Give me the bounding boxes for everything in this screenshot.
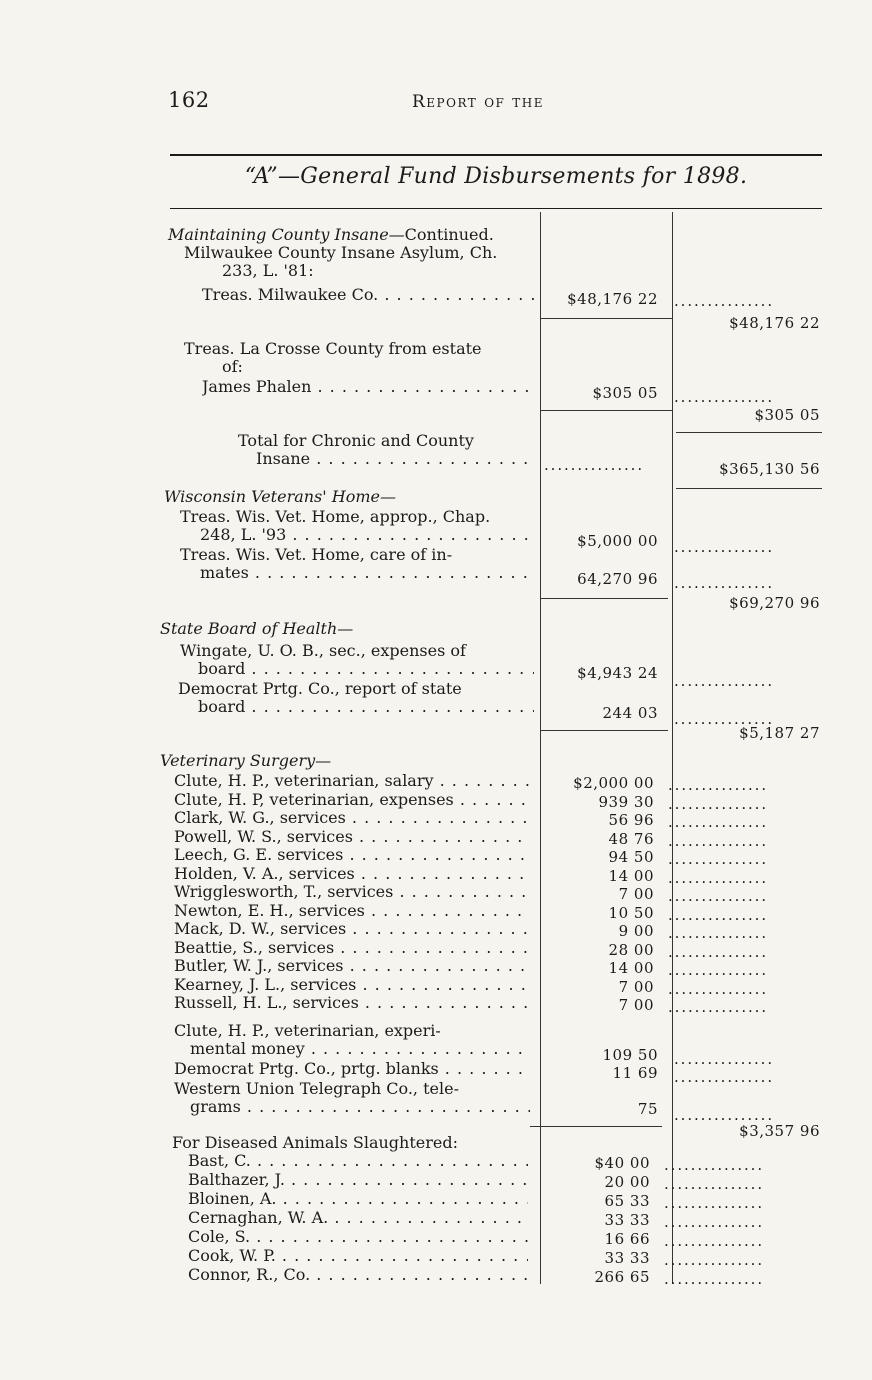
row-name: Balthazer, J. . . .	[188, 1171, 528, 1189]
row-amount: 65 33	[604, 1192, 650, 1210]
leader-dots: ...............	[668, 831, 769, 850]
item-amount: $5,000 00	[577, 532, 658, 550]
row-amount: 9 00	[618, 922, 654, 940]
item-amount: 11 69	[612, 1064, 658, 1082]
section-heading: Wisconsin Veterans' Home—	[164, 487, 396, 506]
leader-dots: ...............	[544, 456, 645, 474]
leader-dots: ...............	[668, 942, 769, 961]
item-description: Treas. Milwaukee Co. . . .	[202, 286, 536, 304]
leader-dots: ...............	[674, 1050, 775, 1068]
row-amount: 56 96	[608, 811, 654, 829]
leader-dots: ...............	[664, 1194, 765, 1212]
leader-dots: ...............	[668, 887, 769, 905]
subtotal-rule	[676, 488, 822, 489]
item-description: Democrat Prtg. Co., report of state	[178, 679, 462, 698]
row-amount: 28 00	[608, 940, 654, 959]
leader-dots: ...............	[674, 1106, 775, 1124]
row-name: Bast, C. . . .	[188, 1152, 528, 1170]
section-heading-suffix: —Continued.	[388, 225, 494, 244]
row-name: Leech, G. E. services . . .	[174, 846, 530, 864]
row-amount: 10 50	[608, 903, 654, 922]
item-amount: $305 05	[592, 384, 658, 402]
item-description: Milwaukee County Insane Asylum, Ch.	[184, 243, 498, 262]
row-amount: 20 00	[604, 1173, 650, 1191]
section-heading	[168, 226, 494, 244]
row-name: Cernaghan, W. A. . . .	[188, 1209, 528, 1227]
section-heading-text: Maintaining County Insane	[168, 225, 389, 244]
running-head: Report of the	[412, 92, 544, 112]
item-amount: $48,176 22	[567, 290, 658, 308]
column-divider-right	[672, 212, 673, 1284]
subtotal-rule	[540, 730, 668, 731]
item-description: board . . .	[198, 660, 534, 678]
item-description: mental money . . .	[190, 1040, 530, 1058]
leader-dots: ...............	[668, 813, 769, 831]
leader-dots: ...............	[674, 1068, 775, 1086]
row-name: Mack, D. W., services . . .	[174, 920, 530, 938]
leader-dots: ...............	[668, 924, 769, 942]
item-description: Clute, H. P., veterinarian, experi-	[174, 1021, 441, 1040]
item-description: Wingate, U. O. B., sec., expenses of	[180, 641, 466, 660]
row-amount: $2,000 00	[573, 774, 654, 792]
row-name: Kearney, J. L., services . . .	[174, 976, 530, 994]
row-amount: 266 65	[594, 1268, 650, 1286]
section-total: $48,176 22	[729, 314, 820, 332]
row-amount: 7 00	[618, 996, 654, 1014]
row-name: Clark, W. G., services . . .	[174, 809, 530, 827]
item-description: Insane . . .	[256, 450, 536, 468]
item-description: Total for Chronic and County	[238, 431, 474, 450]
row-amount: 14 00	[608, 959, 654, 977]
row-amount: 33 33	[604, 1249, 650, 1267]
row-name: Holden, V. A., services . . .	[174, 865, 530, 883]
row-amount: $40 00	[594, 1154, 650, 1172]
item-description: Treas. Wis. Vet. Home, approp., Chap.	[180, 507, 491, 526]
item-description: board . . .	[198, 698, 534, 716]
table-title: “A”—General Fund Disbursements for 1898.	[244, 164, 748, 189]
leader-dots: ...............	[668, 905, 769, 924]
item-amount: 244 03	[602, 704, 658, 722]
subtotal-rule	[540, 598, 668, 599]
leader-dots: ...............	[674, 292, 775, 310]
row-name: Connor, R., Co. . . .	[188, 1266, 528, 1284]
leader-dots: ...............	[664, 1270, 765, 1288]
section-heading: State Board of Health—	[160, 619, 354, 638]
row-name: Cook, W. P. . . .	[188, 1247, 528, 1265]
leader-dots: ...............	[664, 1232, 765, 1250]
item-description: of:	[222, 357, 243, 376]
item-description: Treas. La Crosse County from estate	[184, 339, 482, 358]
item-description: James Phalen . . .	[202, 378, 536, 396]
item-description: mates . . .	[200, 564, 536, 582]
leader-dots: ...............	[674, 672, 775, 690]
section-total: $5,187 27	[739, 724, 820, 742]
leader-dots: ...............	[668, 850, 769, 868]
row-name: Cole, S. . . .	[188, 1228, 528, 1246]
section-heading: Veterinary Surgery—	[160, 751, 332, 770]
leader-dots: ...............	[668, 979, 769, 998]
subtotal-rule	[540, 318, 672, 319]
leader-dots: ...............	[664, 1175, 765, 1193]
item-amount: 75	[637, 1100, 658, 1118]
row-name: Beattie, S., services . . .	[174, 939, 530, 957]
leader-dots: ...............	[668, 868, 769, 887]
row-amount: 94 50	[608, 848, 654, 866]
leader-dots: ...............	[674, 538, 775, 556]
leader-dots: ...............	[668, 794, 769, 813]
section-total: $365,130 56	[719, 460, 820, 478]
item-amount: $4,943 24	[577, 664, 658, 682]
leader-dots: ...............	[664, 1213, 765, 1231]
row-amount: 14 00	[608, 866, 654, 885]
leader-dots: ...............	[668, 998, 769, 1016]
row-name: Bloinen, A. . . .	[188, 1190, 528, 1208]
row-name: Butler, W. J., services . . .	[174, 957, 530, 975]
leader-dots: ...............	[674, 574, 775, 592]
subsection-heading: For Diseased Animals Slaughtered:	[172, 1133, 458, 1152]
row-amount: 48 76	[608, 829, 654, 848]
title-rule	[170, 208, 822, 209]
top-rule	[170, 154, 822, 156]
row-name: Wrigglesworth, T., services . . .	[174, 883, 530, 901]
row-amount: 7 00	[618, 977, 654, 996]
leader-dots: ...............	[664, 1156, 765, 1174]
section-total: $69,270 96	[729, 594, 820, 612]
row-amount: 16 66	[604, 1230, 650, 1248]
item-description: 248, L. '93 . . .	[200, 526, 536, 544]
page-number: 162	[168, 88, 210, 112]
leader-dots: ...............	[664, 1251, 765, 1269]
leader-dots: ...............	[668, 961, 769, 979]
item-amount: 64,270 96	[577, 570, 658, 588]
row-name: Powell, W. S., services . . .	[174, 828, 530, 846]
row-amount: 33 33	[604, 1211, 650, 1229]
item-description: Democrat Prtg. Co., prtg. blanks . . .	[174, 1060, 530, 1078]
item-amount: 109 50	[602, 1046, 658, 1064]
item-description: grams . . .	[190, 1098, 530, 1116]
subtotal-rule	[530, 1126, 662, 1127]
row-name: Russell, H. L., services . . .	[174, 994, 530, 1012]
leader-dots: ...............	[674, 388, 775, 406]
section-total: $3,357 96	[739, 1122, 820, 1140]
section-total: $305 05	[754, 406, 820, 424]
item-description: Treas. Wis. Vet. Home, care of in-	[180, 545, 453, 564]
leader-dots: ...............	[668, 776, 769, 794]
item-description: Western Union Telegraph Co., tele-	[174, 1079, 459, 1098]
column-divider-left	[540, 212, 541, 1284]
row-name: Newton, E. H., services . . .	[174, 902, 530, 920]
subtotal-rule	[676, 432, 822, 433]
row-amount: 939 30	[598, 792, 654, 811]
row-name: Clute, H. P., veterinarian, salary . . .	[174, 772, 530, 790]
item-description: 233, L. '81:	[222, 261, 314, 280]
row-name: Clute, H. P, veterinarian, expenses . . .	[174, 791, 530, 809]
row-amount: 7 00	[618, 885, 654, 903]
subtotal-rule	[540, 410, 672, 411]
leader-dots: ...............	[674, 710, 775, 728]
